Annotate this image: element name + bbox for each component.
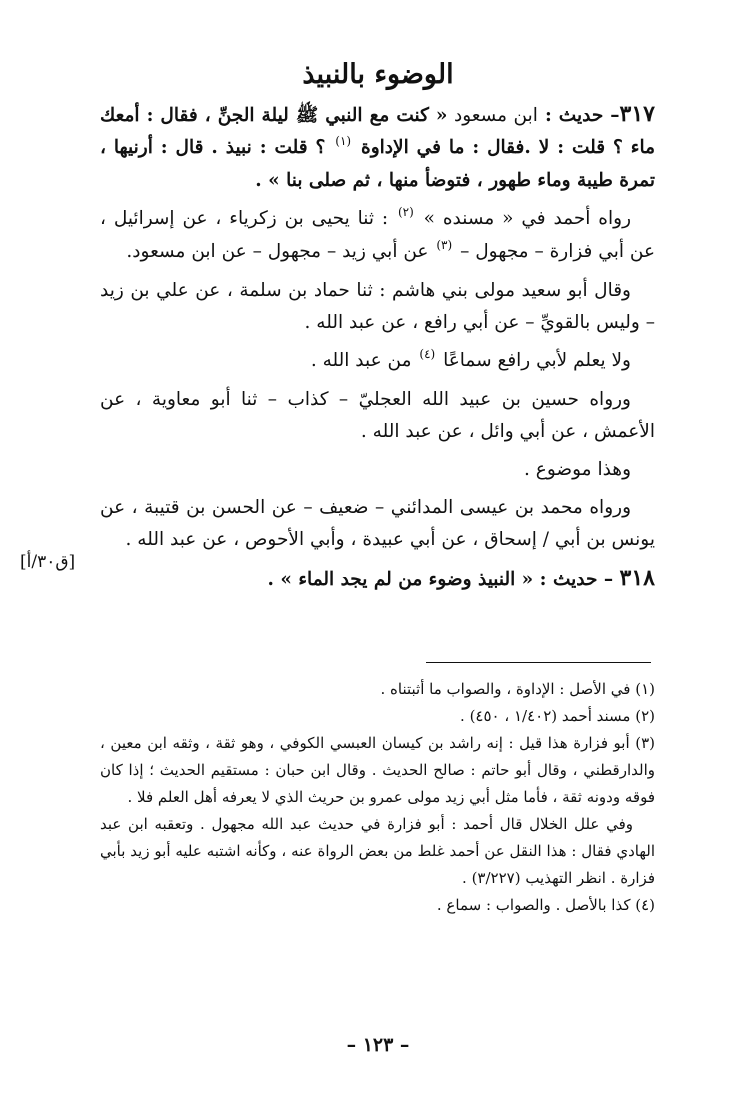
- paragraph-text: رواه أحمد في « مسنده »: [415, 208, 632, 229]
- hadith-text: ؟ قلت : نبيذ . قال : أرنيها ، تمرة طيبة وماء طهور ، فتوضأ منها ، ثم صلى بنا » .: [100, 137, 655, 191]
- footnote-ref: (٣): [436, 238, 453, 252]
- paragraph-text: ولا يعلم لأبي رافع سماعًا: [437, 350, 631, 371]
- paragraph: [100, 345, 655, 378]
- hadith-text: – حديث : « النبيذ وضوء من لم يجد الماء » .: [267, 569, 620, 590]
- paragraph: وهذا موضوع .: [524, 459, 631, 480]
- paragraph-text: عن أبي زيد – مجهول – عن ابن مسعود.: [126, 241, 435, 262]
- chapter-title: الوضوء بالنبيذ: [302, 59, 454, 90]
- hadith-lead: – حديث :: [537, 105, 620, 126]
- footnote-1: (١) في الأصل : الإداوة ، والصواب ما أثبتناه .: [380, 680, 655, 698]
- footnote-ref: (٢): [397, 205, 414, 219]
- paragraph: وقال أبو سعيد مولى بني هاشم : ثنا حماد بن سلمة ، عن علي بن زيد – وليس بالقويِّ – عن أبي رافع ، عن عبد الله .: [100, 280, 655, 333]
- footnote-ref: (٤): [419, 347, 436, 361]
- manuscript-folio-mark: [ق٣٠/أ]: [20, 552, 76, 572]
- hadith-text: « كنت مع النبي ﷺ ليلة الجنِّ ، فقال : أمعك ماء ؟ قلت : لا .فقال : ما في الإداوة: [100, 105, 656, 158]
- footnote-divider: [426, 662, 651, 663]
- paragraph: ورواه محمد بن عيسى المدائني – ضعيف – عن الحسن بن قتيبة ، عن يونس بن أبي / إسحاق ، عن أبي عبيدة ، وأبي الأحوص ، عن عبد الله .: [100, 497, 655, 550]
- main-text: [100, 98, 655, 602]
- footnotes: [100, 676, 655, 919]
- hadith-318: [100, 562, 655, 596]
- hadith-317: [100, 98, 655, 197]
- hadith-narrator: ابن مسعود: [447, 105, 538, 126]
- paragraph: ورواه حسين بن عبيد الله العجليّ – كذاب – ثنا أبو معاوية ، عن الأعمش ، عن أبي وائل ، عن عبد الله .: [100, 389, 655, 442]
- paragraph-text: : ثنا يحيى بن زكرياء ، عن إسرائيل ، عن أبي فزارة – مجهول –: [100, 208, 655, 262]
- hadith-number: ٣١٧: [619, 101, 655, 127]
- footnote-3: (٣) أبو فزارة هذا قيل : إنه راشد بن كيسان العبسي الكوفي ، وهو ثقة ، وثقه ابن معين ، والدارقطني ، وقال أبو حاتم : صالح الحديث . وقال ابن حبان : مستقيم الحديث ؛ إذا كان فوقه ودونه ثقة ، فأما مثل أبي زيد مولى عمرو بن حريث الذي لا يعرفه أهل العلم فلا .: [100, 734, 655, 806]
- page-number: – ١٢٣ –: [346, 1034, 410, 1056]
- paragraph: [100, 203, 655, 269]
- footnote-3-continued: وفي علل الخلال قال أحمد : أبو فزارة في حديث عبد الله مجهول . وتعقبه ابن عبد الهادي فقال : هذا النقل عن أحمد غلط من بعض الرواة عنه ، وكأنه اشتبه عليه أبو زيد بأبي فزارة . انظر التهذيب (٣/٢٢٧) .: [100, 815, 655, 887]
- footnote-ref: (١): [335, 134, 352, 148]
- paragraph-text: من عبد الله .: [310, 350, 418, 371]
- footnote-4: (٤) كذا بالأصل . والصواب : سماع .: [436, 896, 655, 914]
- footnote-2: (٢) مسند أحمد (١/٤٠٢ ، ٤٥٠) .: [460, 707, 655, 725]
- hadith-number: ٣١٨: [619, 565, 655, 591]
